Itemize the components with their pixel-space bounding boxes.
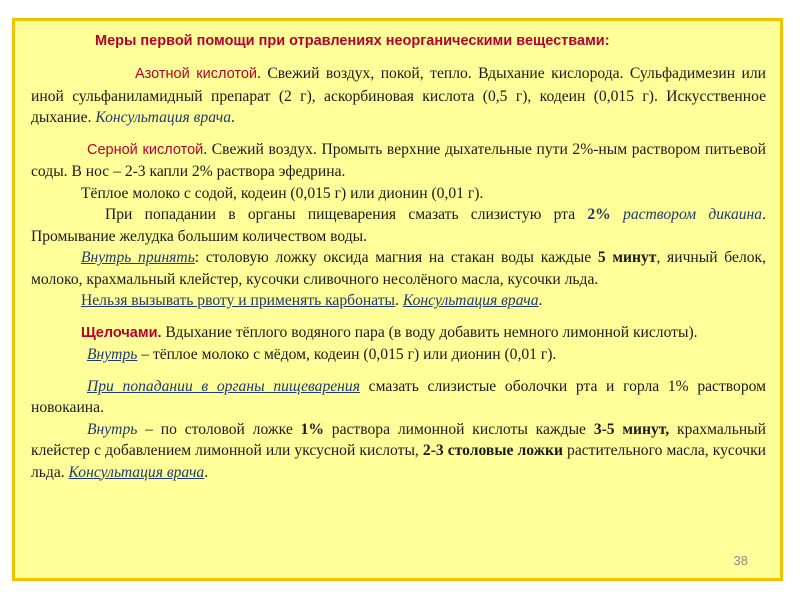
sulfuric-digest-c: раствором дикаина	[610, 206, 763, 223]
alkali-inside2-paragraph	[31, 419, 766, 484]
nitric-acid-text: . Свежий воздух, покой, тепло. Вдыхание кислорода. Сульфадимезин или иной сульфаниламидный препарат (2 г), аскорбиновая кислота (0,5 г), кодеин (0,015 г). Искусственное дыхание.	[31, 65, 767, 126]
nitric-acid-heading: Азотной кислотой	[135, 66, 258, 82]
sulfuric-consult: Консультация врача	[402, 292, 539, 309]
alkali-inside2-d: 3-5 минут,	[593, 420, 670, 438]
alkali-inside-paragraph	[31, 344, 766, 366]
sulfuric-acid-heading: Серной кислотой	[87, 141, 204, 158]
alkali-digest-paragraph	[31, 376, 766, 419]
sulfuric-digest-paragraph	[31, 204, 766, 247]
alkali-inside2-c: раствора лимонной кислоты каждые	[323, 420, 594, 438]
sulfuric-inside-a: : столовую ложку оксида магния на стакан воды каждые	[194, 249, 598, 266]
slide-title: Меры первой помощи при отравлениях неорганическими веществами:	[95, 33, 610, 49]
sulfuric-digest-a: При попадании в органы пищеварения смазать слизистую рта	[105, 206, 588, 223]
sulfuric-inside-paragraph	[31, 247, 766, 290]
alkali-inside2-b: 1%	[300, 420, 324, 438]
nitric-end: .	[231, 109, 235, 126]
content-panel	[12, 18, 783, 581]
alkali-inside2-g: растительного масла, кусочки льда.	[31, 442, 766, 481]
sulfuric-acid-paragraph	[31, 139, 766, 183]
sulfuric-digest-d: . Промывание желудка большим количеством воды.	[31, 206, 766, 245]
page-number: 38	[733, 553, 748, 568]
alkali-end: .	[204, 463, 209, 481]
alkali-inside2-f: 2-3 столовые ложки	[422, 442, 563, 459]
sulfuric-warning-paragraph	[31, 290, 766, 312]
alkali-inside-text: – тёплое молоко с мёдом, кодеин (0,015 г) или дионин (0,01 г).	[137, 346, 557, 363]
alkali-heading: Щелочами.	[81, 324, 162, 341]
alkali-inside2-label: Внутрь	[87, 420, 138, 438]
sulfuric-warning-sep: .	[395, 292, 403, 309]
sulfuric-inside-c: , яичный белок, молоко, крахмальный клейстер, кусочки сливочного несолёного масла, кусочки льда.	[31, 249, 767, 288]
sulfuric-acid-text: . Свежий воздух. Промыть верхние дыхательные пути 2%-ным раствором питьевой соды. В нос – 2-3 капли 2% раствора эфедрина.	[31, 140, 766, 180]
sulfuric-line-2: Тёплое молоко с содой, кодеин (0,015 г) или дионин (0,01 г).	[81, 184, 484, 202]
alkali-digest-label: При попадании в органы пищеварения	[87, 377, 360, 395]
sulfuric-end: .	[538, 292, 543, 309]
sulfuric-digest-b: 2%	[587, 206, 611, 223]
sulfuric-warning: Нельзя вызывать рвоту и применять карбонаты	[81, 292, 396, 309]
sulfuric-inside-label: Внутрь принять	[81, 249, 195, 266]
alkali-paragraph	[31, 322, 766, 345]
nitric-acid-paragraph	[31, 63, 766, 129]
alkali-consult: Консультация врача	[68, 463, 205, 481]
alkali-inside2-a: – по столовой ложке	[137, 420, 301, 438]
nitric-consult: Консультация врача	[95, 109, 232, 126]
sulfuric-inside-b: 5 минут	[597, 249, 657, 266]
alkali-inside2-e: крахмальный клейстер с добавлением лимонной или уксусной кислоты,	[31, 420, 766, 459]
alkali-digest-text: смазать слизистые оболочки рта и горла 1% раствором новокаина.	[31, 377, 767, 416]
alkali-inside-label: Внутрь	[87, 346, 138, 363]
alkali-text: Вдыхание тёплого водяного пара (в воду добавить немного лимонной кислоты).	[161, 323, 698, 341]
